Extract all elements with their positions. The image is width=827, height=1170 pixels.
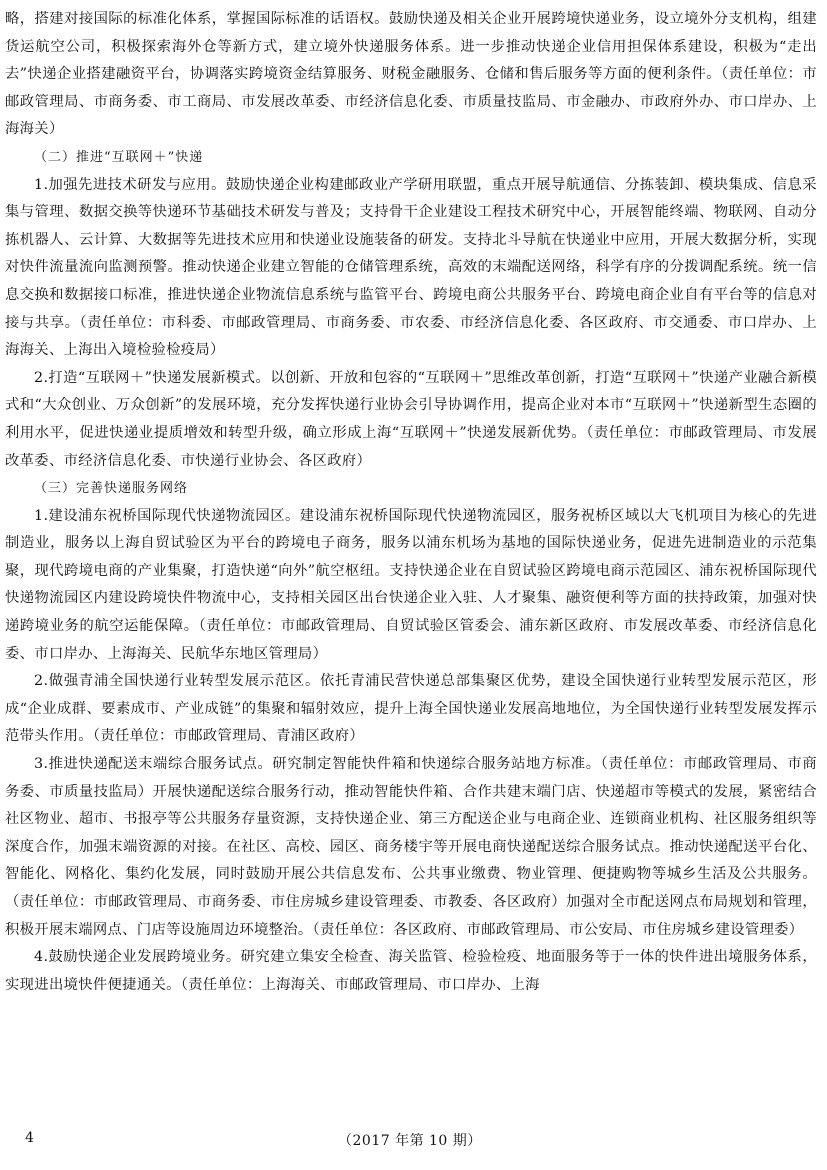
section-heading-service-network: （三）完善快递服务网络: [34, 481, 189, 497]
paragraph-last-mile: 3.推进快递配送末端综合服务试点。研究制定智能快件箱和快递综合服务站地方标准。（责任单位：市邮政管理局、市商务委、市质量技监局）开展快递配送综合服务行动，推动智能快件箱、合作共建末端门店、快递超市等模式的发展，紧密结合社区物业、超市、书报亭等公共服务存量资源，支持快递企业、第三方配送企业与电商企业、连锁商业机构、社区服务组织等深度合作，加强末端资源的对接。在社区、高校、园区、商务楼宇等开展电商快递配送综合服务试点。推动快递配送平台化、智能化、网格化、集约化发展，同时鼓励开展公共信息发布、公共事业缴费、物业管理、便捷购物等城乡生活及公共服务。（责任单位：市邮政管理局、市商务委、市住房城乡建设管理委、市教委、各区政府）加强对全市配送网点布局规划和管理，积极开展末端网点、门店等设施周边环境整治。（责任单位：各区政府、市邮政管理局、市公安局、市住房城乡建设管理委）: [5, 756, 817, 938]
page-number: 4: [25, 1130, 34, 1146]
paragraph-pudong-zhuqiao: 1.建设浦东祝桥国际现代快递物流园区。建设浦东祝桥国际现代快递物流园区，服务祝桥区域以大飞机项目为核心的先进制造业，服务以上海自贸试验区为平台的跨境电子商务，服务以浦东机场为基地的国际快递业务，促进先进制造业的示范集聚，现代跨境电商的产业集聚，打造快递“向外”航空枢纽。支持快递企业在自贸试验区跨境电商示范园区、浦东祝桥国际现代快递物流园区内建设跨境快件物流中心，支持相关园区出台快递企业入驻、人才聚集、融资便利等方面的扶持政策，加强对快递跨境业务的航空运能保障。（责任单位：市邮政管理局、自贸试验区管委会、浦东新区政府、市发展改革委、市经济信息化委、市口岸办、上海海关、民航华东地区管理局）: [5, 507, 817, 662]
paragraph-internet-plus-model: 2.打造“互联网＋”快递发展新模式。以创新、开放和包容的“互联网＋”思维改革创新，打造“互联网＋”快递产业融合新模式和“大众创业、万众创新”的发展环境，充分发挥快递行业协会引导协调作用，提高企业对本市“互联网＋”快递新型生态圈的利用水平，促进快递业提质增效和转型升级，确立形成上海“互联网＋”快递发展新优势。（责任单位：市邮政管理局、市发展改革委、市经济信息化委、市快递行业协会、各区政府）: [5, 369, 817, 469]
paragraph-continuation: 略，搭建对接国际的标准化体系，掌握国际标准的话语权。鼓励快递及相关企业开展跨境快递业务，设立境外分支机构，组建货运航空公司，积极探索海外仓等新方式，建立境外快递服务体系。进一步推动快递企业信用担保体系建设，积极为“走出去”快递企业搭建融资平台，协调落实跨境资金结算服务、财税金融服务、仓储和售后服务等方面的便利条件。（责任单位：市邮政管理局、市商务委、市工商局、市发展改革委、市经济信息化委、市质量技监局、市金融办、市政府外办、市口岸办、上海海关）: [5, 11, 817, 138]
paragraph-tech-rd: 1.加强先进技术研发与应用。鼓励快递企业构建邮政业产学研用联盟，重点开展导航通信、分拣装卸、模块集成、信息采集与管理、数据交换等快递环节基础技术研发与普及；支持骨干企业建设工程技术研究中心，开展智能终端、物联网、自动分拣机器人、云计算、大数据等先进技术应用和快递业设施装备的研发。支持北斗导航在快递业中应用，开展大数据分析，实现对快件流量流向监测预警。推动快递企业建立智能的仓储管理系统，高效的末端配送网络，科学有序的分拨调配系统。统一信息交换和数据接口标准，推进快递企业物流信息系统与监管平台、跨境电商公共服务平台、跨境电商企业自有平台等的信息对接与共享。（责任单位：市科委、市邮政管理局、市商务委、市农委、市经济信息化委、各区政府、市交通委、市口岸办、上海海关、上海出入境检验检疫局）: [5, 176, 817, 359]
section-heading-internet-plus: （二）推进“互联网＋”快递: [34, 149, 204, 165]
body-text: [5, 6, 817, 999]
paragraph-qingpu: 2.做强青浦全国快递行业转型发展示范区。依托青浦民营快递总部集聚区优势，建设全国快递行业转型发展示范区，形成“企业成群、要素成市、产业成链”的集聚和辐射效应，提升上海全国快递业发展高地地位，为全国快递行业转型发展发挥示范带头作用。（责任单位：市邮政管理局、青浦区政府）: [5, 673, 817, 745]
paragraph-cross-border: 4.鼓励快递企业发展跨境业务。研究建立集安全检查、海关监管、检验检疫、地面服务等于一体的快件进出境服务体系，实现进出境快件便捷通关。（责任单位：上海海关、市邮政管理局、市口岸办、上海: [5, 949, 817, 993]
issue-label: （2017 年第 10 期）: [338, 1133, 482, 1149]
